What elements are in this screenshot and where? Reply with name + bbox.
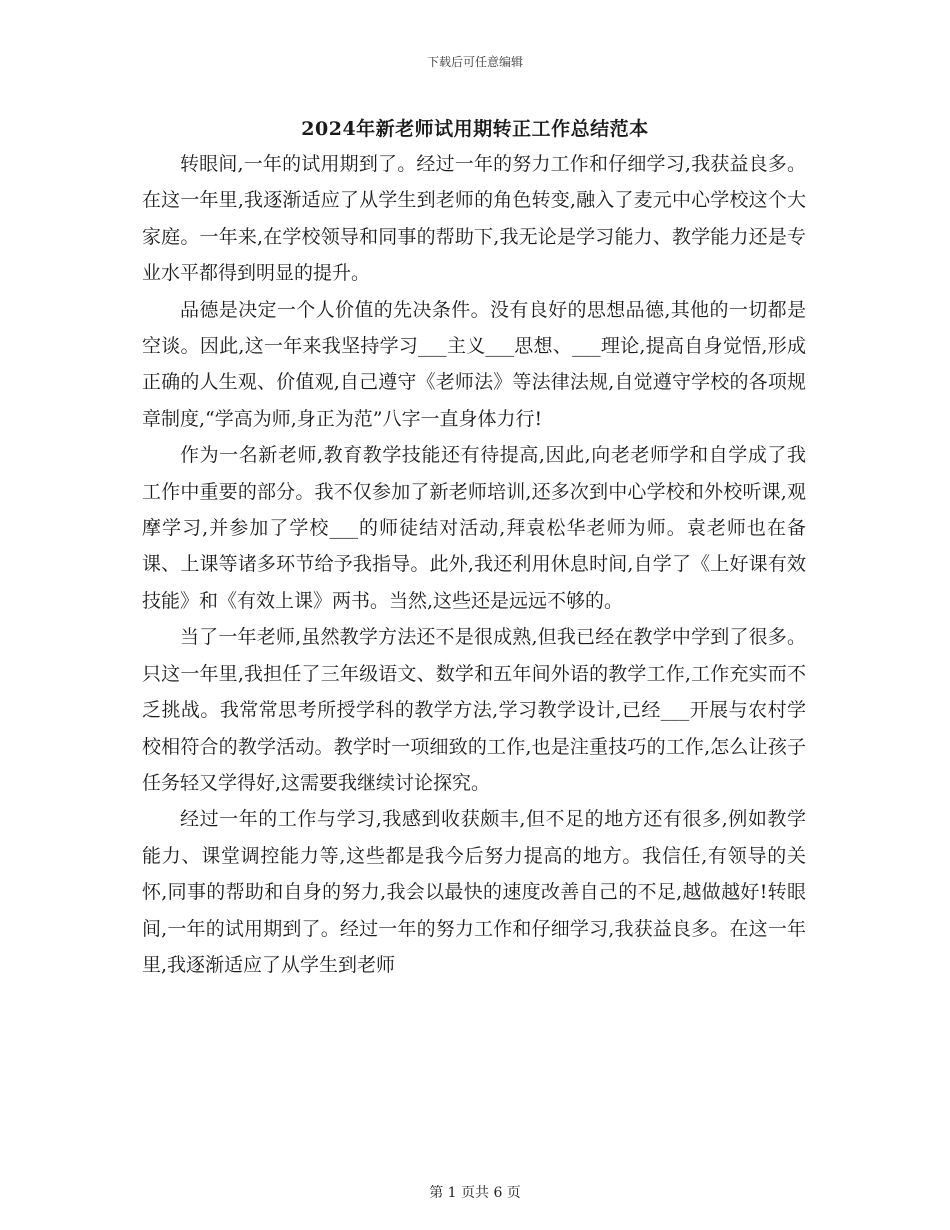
document-body (142, 146, 806, 983)
paragraph-5: 经过一年的工作与学习,我感到收获颇丰,但不足的地方还有很多,例如教学能力、课堂调控能力等,这些都是我今后努力提高的地方。我信任,有领导的关怀,同事的帮助和自身的努力,我会以最快的速度改善自己的不足,越做越好!转眼间,一年的试用期到了。经过一年的努力工作和仔细学习,我获益良多。在这一年里,我逐渐适应了从学生到老师 (142, 808, 806, 976)
paragraph-4: 当了一年老师,虽然教学方法还不是很成熟,但我已经在教学中学到了很多。只这一年里,我担任了三年级语文、数学和五年间外语的教学工作,工作充实而不乏挑战。我常常思考所授学科的教学方法,学习教学设计,已经___开展与农村学校相符合的教学活动。教学时一项细致的工作,也是注重技巧的工作,怎么让孩子任务轻又学得好,这需要我继续讨论探究。 (142, 626, 806, 794)
page-header-note: 下载后可任意编辑 (426, 55, 523, 69)
paragraph-3: 作为一名新老师,教育教学技能还有待提高,因此,向老老师学和自学成了我工作中重要的部分。我不仅参加了新老师培训,还多次到中心学校和外校听课,观摩学习,并参加了学校___的师徒结对活动,拜袁松华老师为师。袁老师也在备课、上课等诸多环节给予我指导。此外,我还利用休息时间,自学了《上好课有效技能》和《有效上课》两书。当然,这些还是远远不够的。 (142, 444, 806, 612)
paragraph-2: 品德是决定一个人价值的先决条件。没有良好的思想品德,其他的一切都是空谈。因此,这一年来我坚持学习___主义___思想、___理论,提高自身觉悟,形成正确的人生观、价值观,自己遵守《老师法》等法律法规,自觉遵守学校的各项规章制度,“学高为师,身正为范”八字一直身体力行! (142, 298, 806, 430)
paragraph-1: 转眼间,一年的试用期到了。经过一年的努力工作和仔细学习,我获益良多。在这一年里,我逐渐适应了从学生到老师的角色转变,融入了麦元中心学校这个大家庭。一年来,在学校领导和同事的帮助下,我无论是学习能力、教学能力还是专业水平都得到明显的提升。 (142, 153, 806, 285)
document-title: 2024年新老师试用期转正工作总结范本 (301, 118, 649, 140)
page-number-footer: 第 1 页共 6 页 (429, 1185, 521, 1201)
